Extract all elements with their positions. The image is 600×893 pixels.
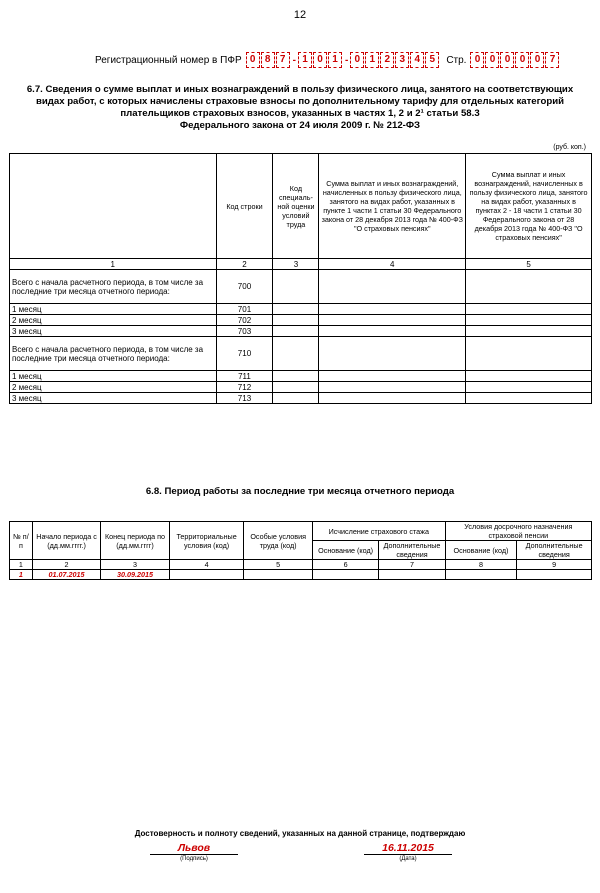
page-digit: 7 [545,52,559,68]
reg-digit: 3 [395,52,409,68]
empty-cell[interactable] [466,371,592,382]
row-label: 1 месяц [10,304,217,315]
row-label: 1 месяц [10,371,217,382]
row-label: 3 месяц [10,393,217,404]
header-cell: № п/п [10,522,33,560]
page-number: 12 [293,9,307,21]
col-number: 1 [10,560,33,570]
table-row [10,315,592,326]
table-row [10,304,592,315]
header-row [10,522,592,541]
table-row [10,270,592,304]
section-6-7-title [10,84,590,132]
empty-cell[interactable] [319,393,466,404]
page-digit: 0 [515,52,529,68]
header-cell: Основание (код) [312,541,378,560]
header-row [10,154,592,259]
table-row [10,382,592,393]
row-code: 711 [216,371,273,382]
row-code: 712 [216,382,273,393]
col-number: 5 [466,259,592,270]
header-cell: Начало периода с (дд.мм.гггг.) [32,522,100,560]
title-line: Федерального закона от 24 июля 2009 г. № 212-ФЗ [179,120,421,131]
reg-digit: 0 [246,52,260,68]
header-cell: Код строки [216,154,273,259]
col-number: 3 [273,259,319,270]
header-cell: Особые условия труда (код) [244,522,312,560]
row-number: 1 [10,570,33,580]
separator: - [292,54,296,66]
signature-caption: (Подпись) [150,854,238,862]
reg-group-3 [350,52,440,68]
header-cell: Дополнительные сведения [517,541,592,560]
col-number: 2 [32,560,100,570]
title-line: 6.7. Сведения о сумме выплат и иных вознаграждений в пользу физического лица, занятого на соответствующих [26,84,574,95]
reg-digit: 1 [328,52,342,68]
separator: - [344,54,349,66]
table-row [10,371,592,382]
row-label: 2 месяц [10,382,217,393]
reg-digit: 7 [276,52,290,68]
reg-digit: 0 [313,52,327,68]
empty-cell[interactable] [273,315,319,326]
header-cell: Территориальные условия (код) [169,522,244,560]
registration-number [95,52,560,68]
title-line: плательщиков страховых взносов, указанных в частях 1, 2 и 2¹ статьи 58.3 [120,108,480,119]
empty-cell[interactable] [466,315,592,326]
empty-cell[interactable] [466,337,592,371]
col-number: 9 [517,560,592,570]
header-cell: Дополнительные сведения [379,541,445,560]
header-cell: Конец периода по (дд.мм.гггг) [101,522,169,560]
column-number-row [10,259,592,270]
row-code: 703 [216,326,273,337]
page-label: Стр. [446,54,467,66]
col-number: 8 [445,560,517,570]
certification-text: Достоверность и полноту сведений, указанных на данной странице, подтверждаю [134,829,466,838]
empty-cell[interactable] [273,382,319,393]
empty-cell[interactable] [273,304,319,315]
date-caption: (Дата) [364,854,452,862]
empty-cell[interactable] [273,371,319,382]
row-code: 700 [216,270,273,304]
empty-cell[interactable] [312,570,378,580]
page-digit: 0 [470,52,484,68]
empty-cell[interactable] [244,570,312,580]
row-label: Всего с начала расчетного периода, в том числе за последние три месяца отчетного периода: [10,270,217,304]
empty-cell[interactable] [466,393,592,404]
empty-cell[interactable] [466,326,592,337]
reg-group-1 [246,52,291,68]
section-6-7-table [9,153,592,404]
page-digit: 0 [530,52,544,68]
row-code: 713 [216,393,273,404]
empty-cell[interactable] [319,326,466,337]
title-line: видах работ, с которых начислены страховые взносы по дополнительному тарифу для отдельных категорий [35,96,565,107]
empty-cell[interactable] [273,337,319,371]
empty-cell[interactable] [319,315,466,326]
header-cell: Сумма выплат и иных вознаграждений, начисленных в пользу физического лица, занятого на видах работ, указанных в пунктах 2 - 18 части 1 статьи 30 Федерального закона от 28 декабря 2013 года № 400-ФЗ "О страховых пенсиях" [466,154,592,259]
reg-digit: 8 [261,52,275,68]
empty-cell[interactable] [466,270,592,304]
header-cell [10,154,217,259]
reg-digit: 1 [365,52,379,68]
empty-cell[interactable] [319,371,466,382]
reg-digit: 0 [350,52,364,68]
col-number: 5 [244,560,312,570]
col-number: 7 [379,560,445,570]
empty-cell[interactable] [273,326,319,337]
col-number: 3 [101,560,169,570]
period-start[interactable]: 01.07.2015 [32,570,100,580]
header-cell: Условия досрочного назначения страховой пенсии [445,522,591,541]
empty-cell[interactable] [517,570,592,580]
table-row [10,326,592,337]
date-value: 16.11.2015 [382,842,434,854]
page-digit: 0 [500,52,514,68]
row-label: 3 месяц [10,326,217,337]
page-cells [470,52,560,68]
row-code: 710 [216,337,273,371]
empty-cell[interactable] [319,304,466,315]
col-number: 4 [319,259,466,270]
empty-cell[interactable] [379,570,445,580]
column-number-row [10,560,592,570]
row-code: 701 [216,304,273,315]
empty-cell[interactable] [273,393,319,404]
header-cell: Код специальной оценки условий труда [273,154,319,259]
units-label: (руб. коп.) [553,144,586,151]
reg-digit: 5 [425,52,439,68]
signature-block [150,842,238,862]
table-row [10,337,592,371]
empty-cell[interactable] [445,570,517,580]
page-digit: 0 [485,52,499,68]
header-cell: Исчисление страхового стажа [312,522,445,541]
section-6-8-table [9,521,592,580]
empty-cell[interactable] [319,337,466,371]
col-number: 1 [10,259,217,270]
section-6-8-title: 6.8. Период работы за последние три месяца отчетного периода [145,486,455,497]
empty-cell[interactable] [273,270,319,304]
table-row [10,393,592,404]
row-code: 702 [216,315,273,326]
row-label: Всего с начала расчетного периода, в том числе за последние три месяца отчетного периода: [10,337,217,371]
header-cell: Сумма выплат и иных вознаграждений, начисленных в пользу физического лица, занятого на видах работ, указанных в пункте 1 части 1 статьи 30 Федерального закона от 28 декабря 2013 года № 400-ФЗ "О страховых пенсиях" [319,154,466,259]
col-number: 4 [169,560,244,570]
signature: Львов [177,842,211,854]
date-block [364,842,452,862]
empty-cell[interactable] [466,304,592,315]
col-number: 2 [216,259,273,270]
header-cell: Основание (код) [445,541,517,560]
reg-digit: 4 [410,52,424,68]
registration-label: Регистрационный номер в ПФР [95,54,242,66]
empty-cell[interactable] [169,570,244,580]
reg-group-2 [298,52,343,68]
col-number: 6 [312,560,378,570]
empty-cell[interactable] [319,270,466,304]
reg-digit: 2 [380,52,394,68]
reg-digit: 1 [298,52,312,68]
empty-cell[interactable] [319,382,466,393]
empty-cell[interactable] [466,382,592,393]
row-label: 2 месяц [10,315,217,326]
period-end[interactable]: 30.09.2015 [101,570,169,580]
table-row [10,570,592,580]
